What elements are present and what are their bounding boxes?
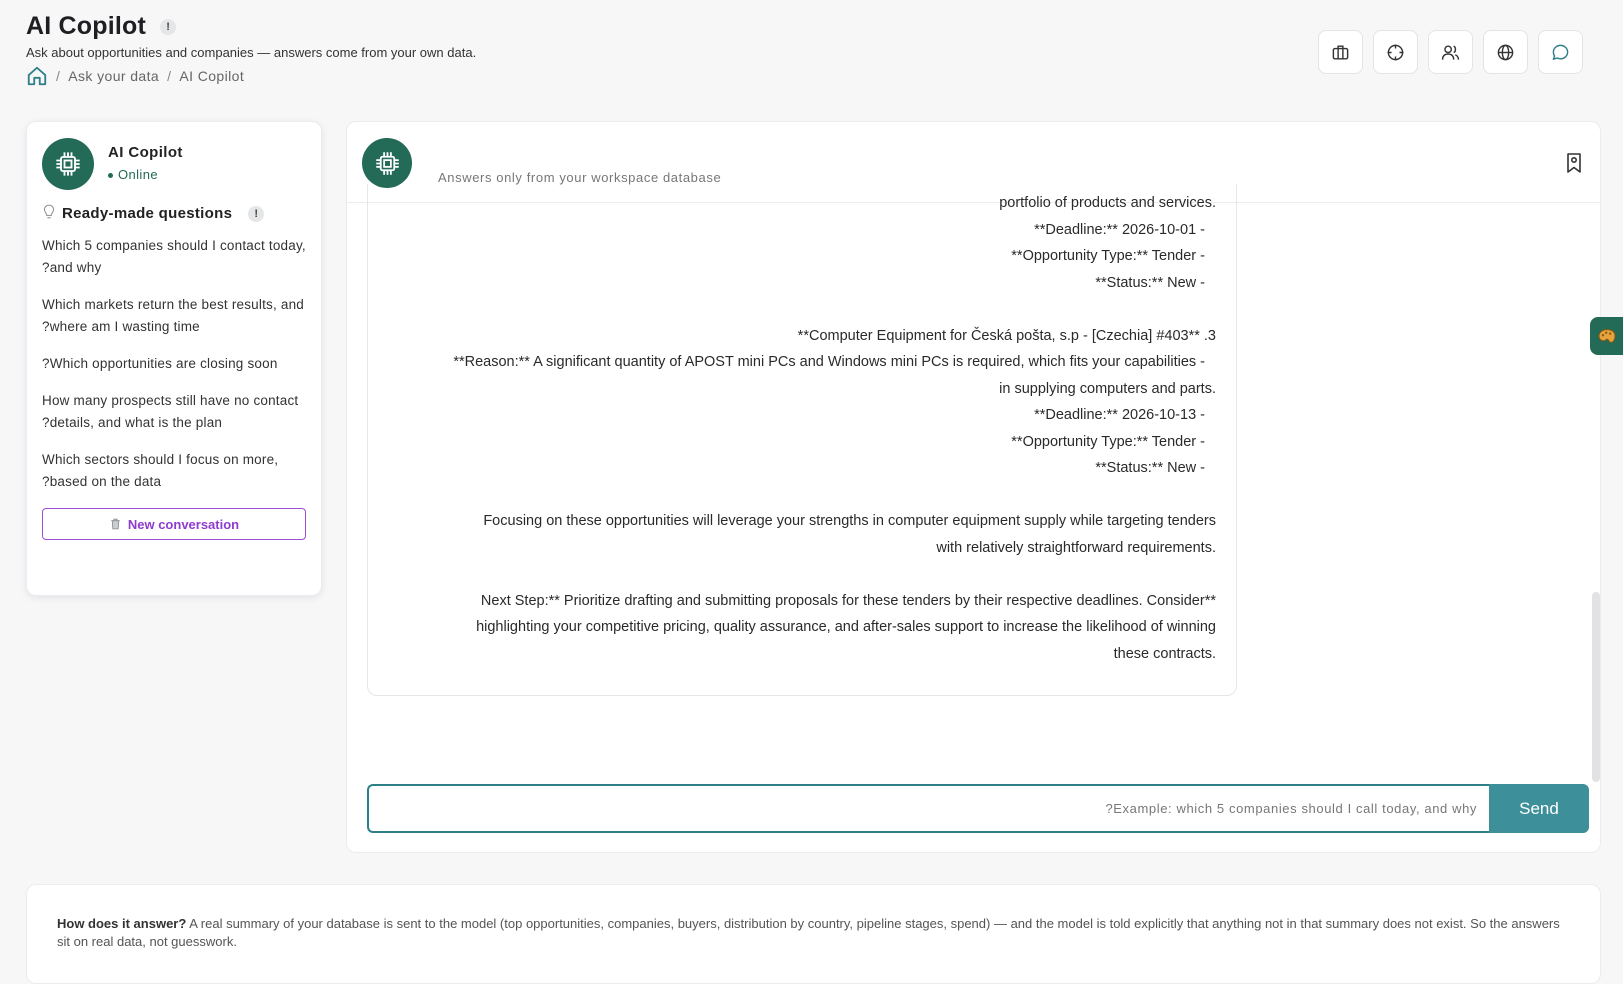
question-item[interactable]: Which 5 companies should I contact today, and why?: [42, 238, 306, 275]
users-button[interactable]: [1428, 30, 1473, 74]
chip-icon: [374, 150, 401, 177]
breadcrumb-ask-your-data[interactable]: Ask your data: [68, 68, 160, 84]
page-subtitle: Ask about opportunities and companies — answers come from your own data.: [26, 45, 477, 60]
home-icon[interactable]: [26, 65, 48, 87]
ready-questions-info[interactable]: !: [248, 206, 264, 222]
chat-hint: Answers only from your workspace database: [438, 170, 722, 185]
message-line: **Next Step:** Prioritize drafting and submitting proposals for these tenders by their respective deadlines. Consider: [480, 592, 1216, 609]
crosshair-button[interactable]: [1373, 30, 1418, 74]
message-line: [388, 561, 1216, 588]
chat-scrollbar[interactable]: [1592, 204, 1600, 764]
ready-questions-title: Ready-made questions: [62, 205, 233, 222]
question-item[interactable]: Which sectors should I focus on more, based on the data?: [42, 452, 279, 489]
breadcrumb-separator: /: [56, 68, 61, 84]
message-line: - Reason:** A significant quantity of APOST mini PCs and Windows mini PCs is required, which fits your capabilities**: [453, 354, 1205, 370]
breadcrumb-separator: /: [167, 68, 172, 84]
message-line: - Opportunity Type:** Tender**: [1011, 248, 1205, 264]
info-badge[interactable]: !: [160, 19, 176, 35]
question-list: [42, 235, 306, 493]
briefcase-button[interactable]: [1318, 30, 1363, 74]
globe-button[interactable]: [1483, 30, 1528, 74]
message-list: [367, 195, 1237, 704]
status-dot: [108, 173, 113, 178]
trash-icon: [109, 517, 122, 531]
bot-avatar: [42, 138, 94, 190]
palette-icon: [1597, 328, 1617, 344]
question-item[interactable]: How many prospects still have no contact details, and what is the plan?: [42, 393, 299, 430]
crosshair-icon: [1386, 43, 1405, 62]
message-line: - Deadline:** 2026-10-01**: [1034, 221, 1205, 238]
chip-icon: [54, 150, 82, 178]
globe-icon: [1496, 43, 1515, 62]
message-line: .these contracts: [1113, 645, 1216, 662]
message-line: - Opportunity Type:** Tender**: [1011, 433, 1205, 450]
chat-icon: [1551, 43, 1570, 62]
bot-status: [108, 167, 183, 182]
chat-panel: [346, 121, 1601, 853]
message-line: - Status:** New**: [1095, 460, 1205, 476]
breadcrumb: [26, 65, 726, 87]
briefcase-icon: [1331, 43, 1350, 62]
theme-palette-button[interactable]: [1590, 317, 1623, 355]
lightbulb-icon: [42, 204, 56, 223]
breadcrumb-ai-copilot: AI Copilot: [179, 68, 245, 84]
info-lead: How does it answer?: [57, 916, 187, 931]
bot-status-text: Online: [118, 167, 158, 182]
users-icon: [1441, 43, 1460, 62]
bookmark-icon[interactable]: [1566, 152, 1582, 179]
chat-input[interactable]: [367, 784, 1489, 833]
bot-name: AI Copilot: [108, 144, 183, 161]
message-line: [388, 482, 1216, 509]
message-line: highlighting your competitive pricing, quality assurance, and after-sales support to increase the likelihood of winning: [476, 619, 1216, 635]
message-line: .with relatively straightforward requirements: [936, 539, 1216, 556]
info-text: A real summary of your database is sent to the model (top opportunities, companies, buyers, distribution by country, pipeline stages, spend) — and the model is told explicitly that anything not in that summary does not exist. So the answers sit on real data, not guesswork.: [57, 916, 1560, 949]
question-item[interactable]: Which markets return the best results, and where am I wasting time?: [42, 297, 305, 334]
message-line: Focusing on these opportunities will leverage your strengths in computer equipment supply while targeting tenders: [483, 513, 1216, 529]
top-actions: [1318, 30, 1583, 74]
new-conversation-button[interactable]: [42, 508, 306, 540]
question-item[interactable]: Which opportunities are closing soon?: [42, 356, 278, 371]
page-header: [26, 12, 726, 87]
new-conversation-label: New conversation: [127, 516, 240, 532]
message-line: 3. **Computer Equipment for Česká pošta, s.p - [Czechia] #403**: [797, 327, 1216, 344]
sidebar: [26, 121, 322, 596]
assistant-message: [367, 184, 1237, 696]
message-line: .portfolio of products and services: [999, 195, 1216, 211]
chat-composer: [367, 784, 1589, 833]
chat-scrollbar-thumb[interactable]: [1592, 592, 1600, 782]
chat-button[interactable]: [1538, 30, 1583, 74]
message-line: - Deadline:** 2026-10-13**: [1034, 407, 1205, 423]
message-line: .in supplying computers and parts: [999, 380, 1216, 397]
send-button[interactable]: Send: [1489, 784, 1589, 833]
page-title: AI Copilot: [26, 12, 147, 40]
how-it-answers-panel: [26, 884, 1601, 984]
message-line: [388, 296, 1216, 323]
message-line: - Status:** New**: [1095, 274, 1205, 291]
chat-bot-avatar: [362, 138, 412, 188]
